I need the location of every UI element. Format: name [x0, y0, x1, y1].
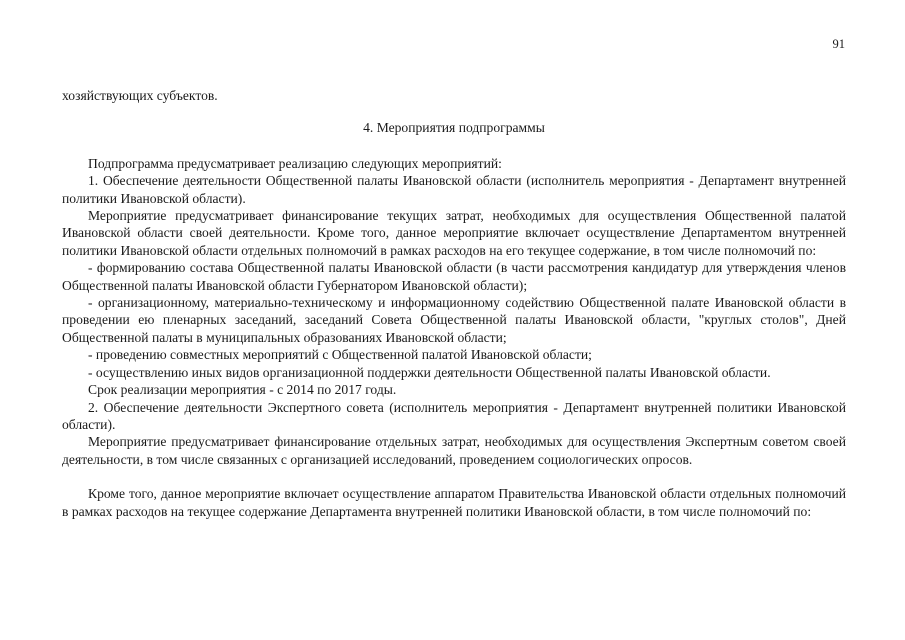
paragraph-item-2-description: Мероприятие предусматривает финансирование отдельных затрат, необходимых для осуществления Экспертным советом своей деятельности, в том числе связанных с организацией исследований, проведением социологических опросов. [62, 434, 846, 467]
document-body [62, 87, 846, 520]
carryover-text: хозяйствующих субъектов. [62, 88, 218, 103]
paragraph-item-2: 2. Обеспечение деятельности Экспертного совета (исполнитель мероприятия - Департамент внутренней политики Ивановской области). [62, 399, 846, 432]
list-item-formation: - формированию состава Общественной палаты Ивановской области (в части рассмотрения кандидатур для утверждения членов Общественной палаты Ивановской области Губернатором Ивановской области); [62, 260, 846, 293]
paragraph-intro: Подпрограмма предусматривает реализацию следующих мероприятий: [88, 155, 502, 171]
list-item-joint-events: - проведению совместных мероприятий с Общественной палатой Ивановской области; [88, 347, 592, 363]
section-title: 4. Мероприятия подпрограммы [363, 120, 545, 136]
paragraph-gap [62, 468, 846, 485]
paragraph-additional: Кроме того, данное мероприятие включает осуществление аппаратом Правительства Ивановской области отдельных полномочий в рамках расходов на текущее содержание Департамента внутренней политики Ивановской области, в том числе полномочий по: [62, 486, 846, 519]
list-item-support: - организационному, материально-техническому и информационному содействию Общественной палате Ивановской области в проведении ею пленарных заседаний, заседаний Совета Общественной палаты Ивановской области, "круглых столов", Дней Общественной палаты в муниципальных образованиях Ивановской области; [62, 295, 846, 345]
paragraph-term: Срок реализации мероприятия - с 2014 по 2017 годы. [88, 382, 397, 398]
paragraph-item-1: 1. Обеспечение деятельности Общественной палаты Ивановской области (исполнитель мероприятия - Департамент внутренней политики Ивановской области). [62, 173, 846, 206]
page-number: 91 [832, 37, 845, 51]
list-item-other-support: - осуществлению иных видов организационной поддержки деятельности Общественной палаты Ивановской области. [88, 364, 771, 380]
paragraph-item-1-description: Мероприятие предусматривает финансирование текущих затрат, необходимых для осуществления Общественной палатой Ивановской области своей деятельности. Кроме того, данное мероприятие включает осуществление Департаментом внутренней политики Ивановской области отдельных полномочий в рамках расходов на его текущее содержание, в том числе полномочий по: [62, 208, 846, 258]
